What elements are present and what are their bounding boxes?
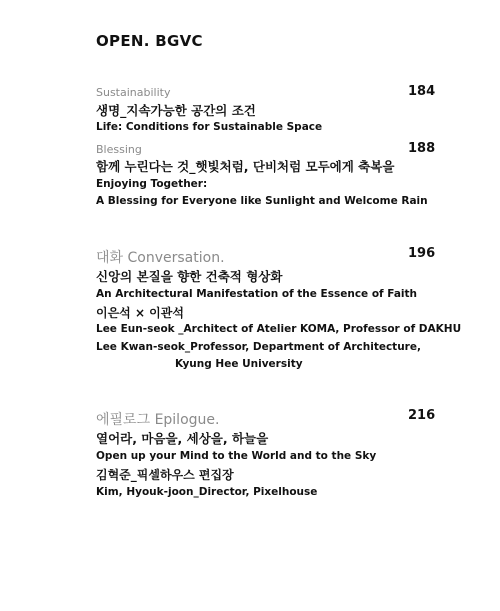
entry-title-kr: 생명_지속가능한 공간의 조건 bbox=[96, 103, 256, 118]
participant-line: Lee Eun-seok _Architect of Atelier KOMA, Professor of DAKHU bbox=[96, 323, 462, 335]
section-heading-en: Conversation. bbox=[127, 250, 225, 266]
entry-title-en: Life: Conditions for Sustainable Space bbox=[96, 121, 323, 133]
entry-title-kr: 신앙의 본질을 향한 건축적 형상화 bbox=[96, 269, 283, 284]
page-number: 196 bbox=[408, 246, 436, 261]
entry-title-en-line2: A Blessing for Everyone like Sunlight and Welcome Rain bbox=[96, 195, 428, 207]
participant-line: Lee Kwan-seok_Professor, Department of Architecture, bbox=[96, 341, 421, 353]
section-heading-kr: 에필로그 bbox=[96, 412, 151, 428]
entry-category: Blessing bbox=[96, 143, 142, 156]
page-number: 184 bbox=[408, 84, 436, 99]
entry-title-en: An Architectural Manifestation of the Essence of Faith bbox=[96, 288, 418, 300]
entry-category: Sustainability bbox=[96, 86, 171, 99]
page-title: OPEN. BGVC bbox=[96, 32, 203, 50]
participant-line: Kyung Hee University bbox=[175, 358, 303, 370]
entry-title-en-line1: Enjoying Together: bbox=[96, 178, 208, 190]
participants-kr: 이은석 × 이관석 bbox=[96, 306, 184, 320]
entry-title-kr: 함께 누린다는 것_햇빛처럼, 단비처럼 모두에게 축복을 bbox=[96, 159, 395, 174]
entry-title-en: Open up your Mind to the World and to the Sky bbox=[96, 450, 377, 462]
page-number: 188 bbox=[408, 141, 436, 156]
section-heading bbox=[96, 247, 225, 267]
entry-title-kr: 열어라, 마음을, 세상을, 하늘을 bbox=[96, 431, 269, 446]
section-heading-kr: 대화 bbox=[96, 250, 124, 266]
page-number: 216 bbox=[408, 408, 436, 423]
section-heading bbox=[96, 409, 219, 429]
author-kr: 김혁준_픽셀하우스 편집장 bbox=[96, 468, 234, 482]
section-heading-en: Epilogue. bbox=[154, 412, 220, 428]
author-en: Kim, Hyouk-joon_Director, Pixelhouse bbox=[96, 486, 318, 498]
